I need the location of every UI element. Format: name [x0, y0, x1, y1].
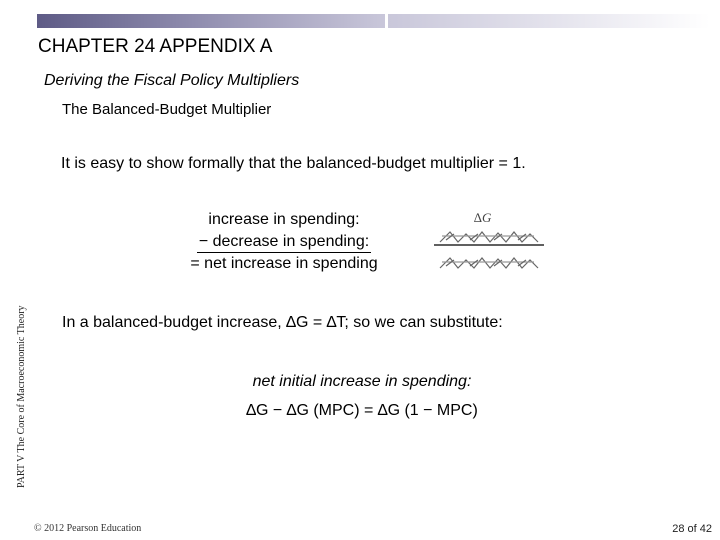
substitute-text: In a balanced-budget increase, ∆G = ∆T; so we can substitute: [62, 314, 503, 331]
delta-g-label: ∆G [474, 210, 492, 225]
part-vertical-label: PART V The Core of Macroeconomic Theory [16, 305, 27, 488]
section-heading: The Balanced-Budget Multiplier [62, 101, 272, 118]
decrease-label: − decrease in spending: [197, 232, 371, 253]
garbled-glyphs-row1 [440, 232, 538, 242]
formula-equation: ∆G − ∆G (MPC) = ∆G (1 − MPC) [246, 402, 478, 419]
net-label: = net increase in spending [190, 255, 378, 272]
increase-line [176, 209, 392, 231]
page-number: 28 of 42 [672, 523, 712, 535]
header-bar-left [37, 14, 385, 28]
copyright-text: © 2012 Pearson Education [34, 523, 142, 534]
increase-label: increase in spending: [208, 211, 360, 228]
slide-subtitle: Deriving the Fiscal Policy Multipliers [44, 72, 300, 89]
decrease-line [176, 231, 392, 253]
garbled-glyphs-row2 [440, 258, 538, 268]
chapter-title: CHAPTER 24 APPENDIX A [38, 36, 273, 57]
header-bar-right [388, 14, 710, 28]
net-line [176, 253, 392, 275]
intro-text: It is easy to show formally that the balanced-budget multiplier = 1. [61, 155, 526, 172]
formula-label: net initial increase in spending: [252, 373, 472, 390]
garbled-equation-image [430, 208, 548, 274]
formula-block [206, 370, 518, 428]
spending-derivation [176, 209, 392, 275]
